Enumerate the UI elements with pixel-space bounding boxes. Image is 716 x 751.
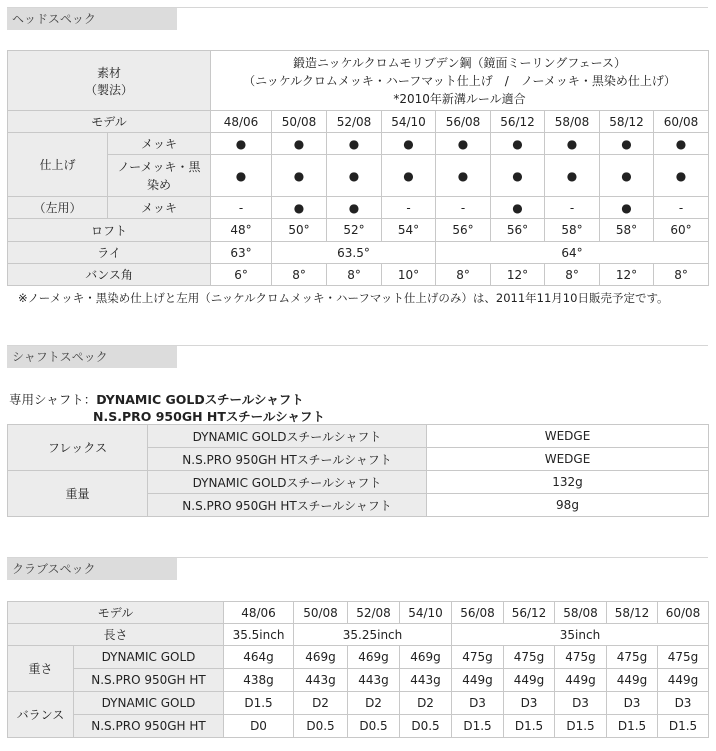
noplating-mark: ● [654,155,709,197]
bounce-cell: 8° [436,264,491,286]
bounce-label: バンス角 [8,264,211,286]
lie-label: ライ [8,242,211,264]
shaft-spec-title: シャフトスペック [7,346,177,368]
club-model-cell: 54/10 [400,602,452,624]
balance-cell: D3 [504,692,555,715]
club-weight-cell: 449g [504,669,555,692]
left-mark: ● [491,197,545,219]
club-weight-cell: 443g [294,669,348,692]
left-mark: - [545,197,600,219]
material-row [8,51,709,111]
noplating-mark: ● [382,155,436,197]
club-weight-cell: 469g [348,646,400,669]
bounce-cell: 12° [491,264,545,286]
club-spec-title: クラブスペック [7,558,177,580]
noplating-mark: ● [600,155,654,197]
club-weight-cell: 475g [607,646,658,669]
loft-row [8,219,709,242]
shaft-type-dg: DYNAMIC GOLD [74,646,224,669]
club-weight-cell: 469g [400,646,452,669]
material-text: 鍛造ニッケルクロムモリブデン鋼（鏡面ミーリングフェース） （ニッケルクロムメッキ・ハーフマット仕上げ / ノーメッキ・黒染め仕上げ） *2010年新溝ルール適合 [211,51,709,111]
club-weight-cell: 469g [294,646,348,669]
club-weight-cell: 475g [555,646,607,669]
head-spec-table [7,50,709,286]
length-label: 長さ [8,624,224,646]
lie-cell: 64° [436,242,709,264]
lie-cell: 63.5° [272,242,436,264]
loft-cell: 58° [600,219,654,242]
club-weight-cell: 464g [224,646,294,669]
balance-label: バランス [8,692,74,738]
noplating-mark: ● [436,155,491,197]
model-label: モデル [8,111,211,133]
bounce-cell: 8° [327,264,382,286]
plating-mark: ● [436,133,491,155]
length-cell: 35inch [452,624,709,646]
balance-cell: D1.5 [658,715,709,738]
left-mark: - [211,197,272,219]
loft-cell: 48° [211,219,272,242]
model-cell: 58/08 [545,111,600,133]
club-model-cell: 60/08 [658,602,709,624]
noplating-mark: ● [272,155,327,197]
lie-row [8,242,709,264]
balance-cell: D0 [224,715,294,738]
noplating-mark: ● [545,155,600,197]
plating-label: メッキ [108,133,211,155]
club-model-cell: 58/12 [607,602,658,624]
balance-cell: D3 [452,692,504,715]
shaft-name-cell: DYNAMIC GOLDスチールシャフト [148,425,427,448]
club-model-cell: 48/06 [224,602,294,624]
club-weight-cell: 443g [348,669,400,692]
noplating-mark: ● [491,155,545,197]
left-mark: - [436,197,491,219]
loft-cell: 58° [545,219,600,242]
noplating-mark: ● [327,155,382,197]
shaft-name-cell: DYNAMIC GOLDスチールシャフト [148,471,427,494]
balance-cell: D1.5 [224,692,294,715]
flex-value: WEDGE [427,425,709,448]
shaft-type-dg: DYNAMIC GOLD [74,692,224,715]
left-plating-label: メッキ [108,197,211,219]
length-cell: 35.25inch [294,624,452,646]
plating-mark: ● [211,133,272,155]
loft-cell: 56° [491,219,545,242]
noplating-mark: ● [211,155,272,197]
left-mark: ● [272,197,327,219]
shaft-type-ns: N.S.PRO 950GH HT [74,715,224,738]
club-spec-table [7,601,709,738]
shaft-type-ns: N.S.PRO 950GH HT [74,669,224,692]
balance-cell: D2 [400,692,452,715]
club-model-cell: 56/08 [452,602,504,624]
shaft-name-ns: N.S.PRO 950GH HTスチールシャフト [93,409,325,424]
club-weight-cell: 443g [400,669,452,692]
bounce-cell: 8° [654,264,709,286]
shaft-weight-value: 132g [427,471,709,494]
club-model-cell: 58/08 [555,602,607,624]
loft-cell: 60° [654,219,709,242]
balance-cell: D1.5 [504,715,555,738]
club-model-cell: 52/08 [348,602,400,624]
shaft-weight-value: 98g [427,494,709,517]
plating-row [8,133,709,155]
balance-cell: D1.5 [607,715,658,738]
plating-mark: ● [491,133,545,155]
shaft-name-dg: DYNAMIC GOLDスチールシャフト [96,392,304,407]
model-cell: 50/08 [272,111,327,133]
balance-cell: D0.5 [348,715,400,738]
loft-cell: 52° [327,219,382,242]
club-weight-cell: 475g [658,646,709,669]
club-weight-cell: 449g [452,669,504,692]
balance-cell: D3 [607,692,658,715]
plating-mark: ● [600,133,654,155]
finish-label: 仕上げ [8,133,108,197]
plating-mark: ● [545,133,600,155]
shaft-weight-label: 重量 [8,471,148,517]
head-spec-title: ヘッドスペック [7,8,177,30]
bounce-cell: 6° [211,264,272,286]
model-cell: 54/10 [382,111,436,133]
shaft-spec-table [7,424,709,517]
flex-label: フレックス [8,425,148,471]
club-weight-cell: 475g [452,646,504,669]
bounce-cell: 10° [382,264,436,286]
balance-cell: D3 [555,692,607,715]
loft-label: ロフト [8,219,211,242]
availability-note: ※ノーメッキ・黒染め仕上げと左用（ニッケルクロムメッキ・ハーフマット仕上げのみ）は、2011年11月10日販売予定です。 [18,291,669,305]
model-cell: 48/06 [211,111,272,133]
balance-cell: D0.5 [400,715,452,738]
model-cell: 56/12 [491,111,545,133]
plating-mark: ● [272,133,327,155]
model-cell: 56/08 [436,111,491,133]
left-hand-label: （左用） [8,197,108,219]
club-weight-cell: 475g [504,646,555,669]
length-cell: 35.5inch [224,624,294,646]
bounce-cell: 8° [545,264,600,286]
model-row [8,111,709,133]
plating-mark: ● [654,133,709,155]
model-cell: 60/08 [654,111,709,133]
balance-cell: D2 [294,692,348,715]
lie-cell: 63° [211,242,272,264]
club-model-cell: 50/08 [294,602,348,624]
plating-mark: ● [382,133,436,155]
balance-cell: D1.5 [555,715,607,738]
flex-value: WEDGE [427,448,709,471]
club-model-label: モデル [8,602,224,624]
bounce-cell: 8° [272,264,327,286]
club-weight-cell: 449g [658,669,709,692]
club-weight-cell: 449g [607,669,658,692]
balance-cell: D1.5 [452,715,504,738]
bounce-cell: 12° [600,264,654,286]
shaft-name-cell: N.S.PRO 950GH HTスチールシャフト [148,494,427,517]
loft-cell: 50° [272,219,327,242]
left-mark: ● [327,197,382,219]
loft-cell: 56° [436,219,491,242]
bounce-row [8,264,709,286]
plating-mark: ● [327,133,382,155]
left-mark: ● [600,197,654,219]
left-hand-row [8,197,709,219]
shaft-name-cell: N.S.PRO 950GH HTスチールシャフト [148,448,427,471]
loft-cell: 54° [382,219,436,242]
left-mark: - [382,197,436,219]
left-mark: - [654,197,709,219]
model-cell: 58/12 [600,111,654,133]
balance-cell: D2 [348,692,400,715]
club-weight-label: 重さ [8,646,74,692]
club-weight-cell: 449g [555,669,607,692]
balance-cell: D0.5 [294,715,348,738]
dedicated-shaft-line [9,390,304,408]
club-weight-cell: 438g [224,669,294,692]
club-model-cell: 56/12 [504,602,555,624]
noplating-label: ノーメッキ・黒 染め [108,155,211,197]
dedicated-shaft-prefix: 専用シャフト： [9,392,97,407]
balance-cell: D3 [658,692,709,715]
material-label: 素材 （製法） [8,51,211,111]
model-cell: 52/08 [327,111,382,133]
noplating-row [8,155,709,197]
